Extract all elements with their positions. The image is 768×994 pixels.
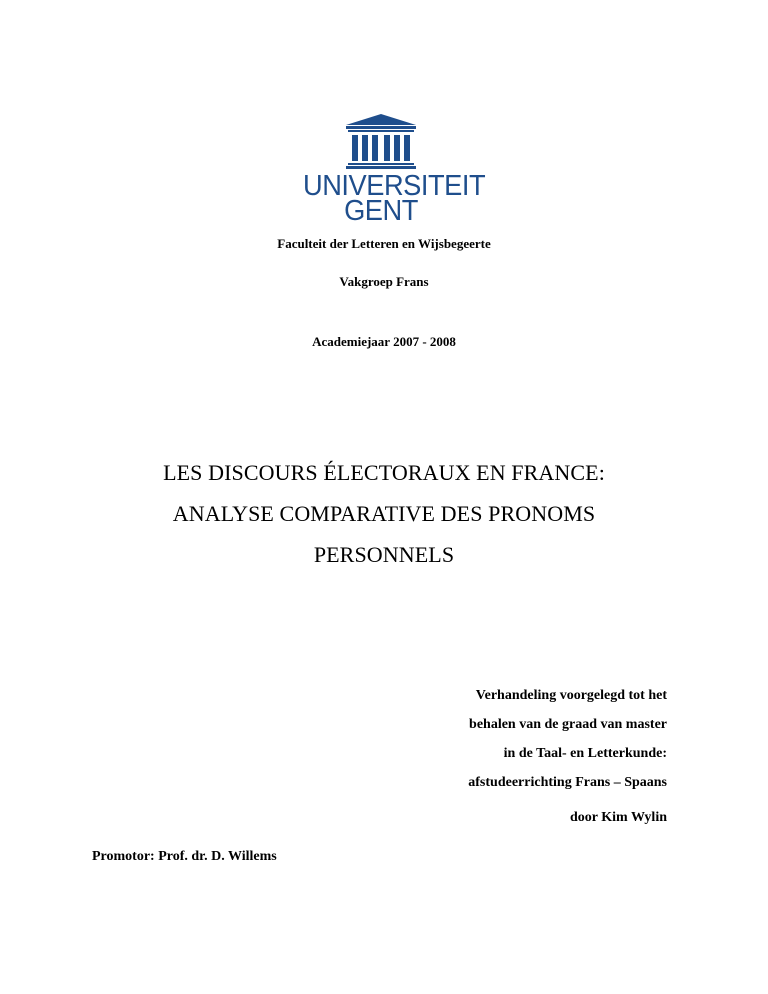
logo-text-line1: UNIVERSITEIT: [302, 170, 486, 202]
promotor: Promotor: Prof. dr. D. Willems: [92, 849, 277, 864]
temple-icon: [342, 113, 420, 171]
thesis-title: [0, 452, 768, 575]
thesis-line-2: behalen van de graad van master: [469, 717, 667, 732]
university-logo: [298, 113, 486, 227]
academic-year: Academiejaar 2007 - 2008: [312, 334, 456, 349]
thesis-description: [468, 681, 667, 832]
thesis-line-4: afstudeerrichting Frans – Spaans: [468, 775, 667, 790]
thesis-line-1: Verhandeling voorgelegd tot het: [475, 688, 667, 703]
faculty-name: Faculteit der Letteren en Wijsbegeerte: [277, 236, 491, 251]
title-line-2: ANALYSE COMPARATIVE DES PRONOMS: [172, 501, 596, 526]
author-name: door Kim Wylin: [570, 810, 667, 825]
title-line-1: LES DISCOURS ÉLECTORAUX EN FRANCE:: [163, 460, 605, 485]
logo-text-line2: GENT: [344, 195, 418, 227]
department-name: Vakgroep Frans: [339, 274, 429, 289]
thesis-line-3: in de Taal- en Letterkunde:: [503, 746, 667, 761]
title-line-3: PERSONNELS: [313, 542, 455, 567]
